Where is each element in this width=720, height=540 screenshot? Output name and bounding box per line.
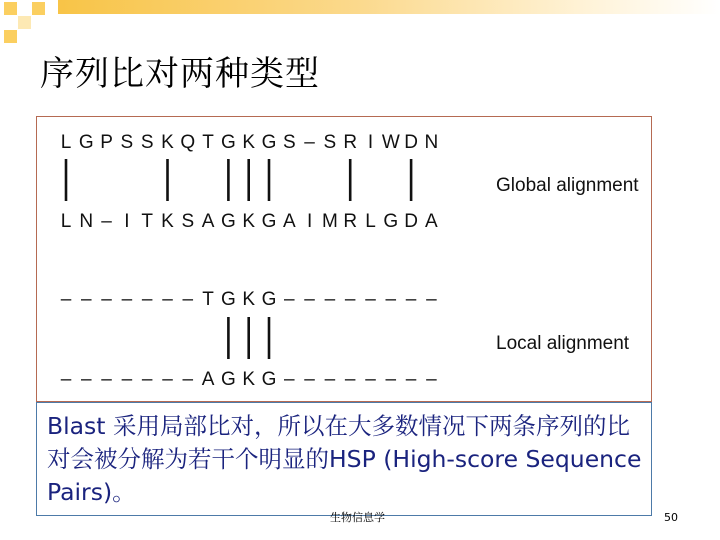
residue: A	[201, 211, 215, 232]
residue: G	[221, 132, 236, 153]
residue: G	[261, 369, 277, 390]
residue: –	[344, 369, 356, 390]
residue: –	[365, 289, 376, 310]
residue: –	[121, 289, 133, 310]
residue: K	[242, 369, 256, 390]
residue: –	[101, 211, 112, 232]
residue: G	[261, 211, 277, 232]
residue: –	[324, 289, 336, 310]
residue: P	[100, 132, 113, 153]
residue: T	[141, 211, 154, 232]
residue: D	[404, 211, 418, 232]
residue: G	[221, 369, 236, 390]
alignment-label: Local alignment	[496, 333, 630, 354]
residue: T	[202, 132, 214, 153]
residue: G	[261, 132, 277, 153]
residue: D	[404, 132, 418, 153]
decor-square	[4, 2, 17, 15]
residue: –	[304, 132, 315, 153]
footer-course-name: 生物信息学	[330, 511, 385, 524]
residue: –	[162, 289, 173, 310]
header-accent-bar	[58, 0, 720, 14]
residue: M	[321, 211, 338, 232]
residue: G	[261, 289, 277, 310]
residue: –	[141, 289, 153, 310]
residue: S	[282, 132, 296, 153]
residue: –	[162, 369, 173, 390]
caption-text: Blast 采用局部比对，所以在大多数情况下两条序列的比对会被分解为若干个明显的HSP (High-score Sequence Pairs)。	[47, 412, 642, 506]
residue: T	[202, 289, 214, 310]
residue: L	[60, 132, 72, 153]
residue: –	[405, 369, 417, 390]
residue: G	[78, 132, 94, 153]
residue: –	[324, 369, 336, 390]
residue: G	[221, 211, 236, 232]
residue: –	[101, 369, 112, 390]
residue: –	[405, 289, 417, 310]
residue: S	[323, 132, 337, 153]
residue: N	[79, 211, 94, 232]
residue: I	[367, 132, 374, 153]
residue: –	[344, 289, 356, 310]
residue: –	[101, 289, 112, 310]
residue: –	[426, 369, 437, 390]
residue: –	[182, 369, 194, 390]
residue: –	[365, 369, 376, 390]
residue: G	[383, 211, 399, 232]
header-decoration	[0, 0, 720, 48]
residue: –	[81, 369, 92, 390]
residue: K	[242, 289, 256, 310]
residue: Q	[180, 132, 196, 153]
decor-square	[32, 2, 45, 15]
caption-box	[36, 402, 652, 516]
page-number: 50	[664, 511, 678, 524]
residue: I	[306, 211, 313, 232]
residue: –	[182, 289, 194, 310]
residue: R	[343, 132, 358, 153]
residue: –	[304, 289, 315, 310]
decor-square	[18, 16, 31, 29]
residue: –	[426, 289, 437, 310]
residue: –	[284, 369, 295, 390]
residue: –	[141, 369, 153, 390]
residue: –	[60, 369, 72, 390]
residue: N	[424, 132, 439, 153]
slide-title: 序列比对两种类型	[40, 54, 320, 94]
residue: I	[124, 211, 130, 232]
residue: –	[304, 369, 315, 390]
alignment-diagram	[37, 117, 653, 403]
alignment-label: Global alignment	[496, 175, 639, 196]
residue: R	[343, 211, 358, 232]
decor-square	[4, 30, 17, 43]
residue: A	[201, 369, 215, 390]
residue: S	[120, 132, 134, 153]
residue: K	[242, 132, 256, 153]
residue: A	[425, 211, 438, 232]
residue: –	[60, 289, 72, 310]
residue: –	[81, 289, 92, 310]
residue: –	[121, 369, 133, 390]
residue: S	[181, 211, 195, 232]
residue: –	[385, 289, 397, 310]
residue: W	[381, 132, 400, 153]
residue: K	[161, 211, 174, 232]
residue: G	[221, 289, 236, 310]
residue: –	[284, 289, 295, 310]
residue: K	[242, 211, 256, 232]
residue: A	[282, 211, 296, 232]
residue: S	[140, 132, 154, 153]
residue: L	[60, 211, 72, 232]
residue: K	[161, 132, 174, 153]
alignment-figure	[36, 116, 652, 402]
residue: –	[385, 369, 397, 390]
residue: L	[365, 211, 376, 232]
